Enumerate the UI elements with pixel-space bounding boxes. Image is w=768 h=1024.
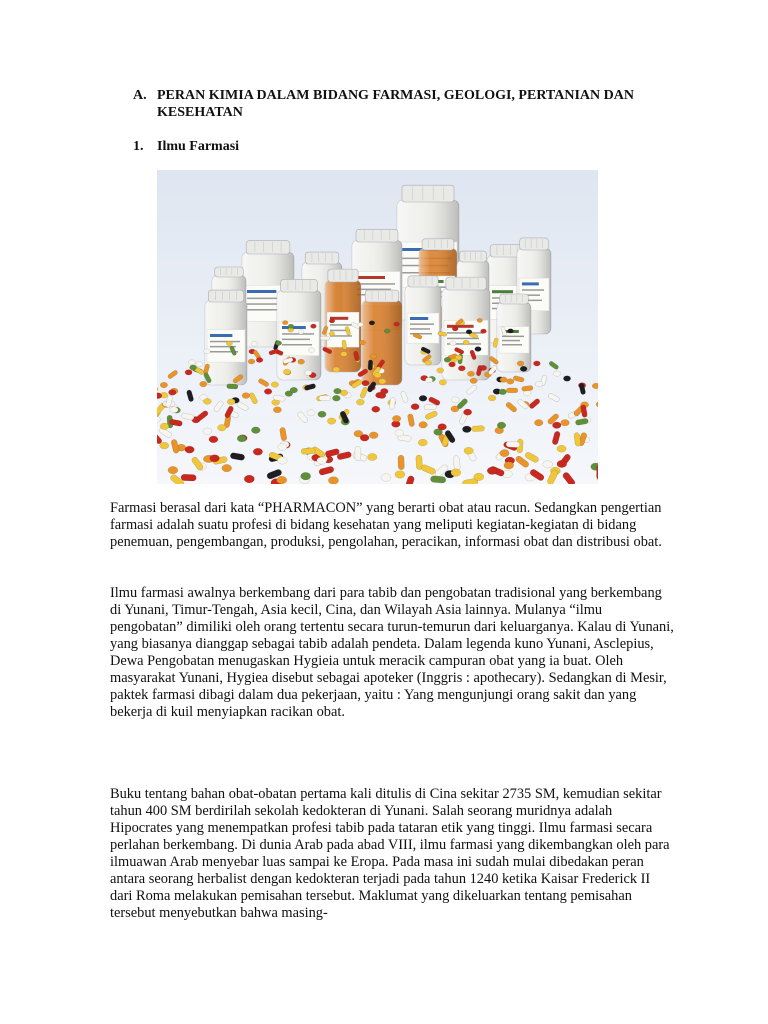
pill: [332, 395, 340, 401]
pill: [535, 381, 542, 387]
pill: [534, 420, 543, 426]
pill: [504, 462, 514, 469]
pill: [419, 422, 428, 428]
pill: [288, 324, 294, 328]
pill: [368, 453, 378, 460]
pill: [298, 359, 305, 364]
pill: [196, 361, 203, 366]
pill: [475, 347, 481, 352]
pill: [455, 355, 462, 360]
pill: [242, 393, 250, 399]
medicine-photo: [157, 170, 598, 484]
subsection-heading-number: 1.: [133, 139, 144, 154]
pill: [424, 404, 436, 410]
pill: [497, 422, 506, 428]
pill: [418, 439, 427, 446]
pill: [355, 446, 361, 460]
pill: [358, 322, 364, 326]
pill: [477, 318, 483, 322]
pill: [425, 360, 432, 365]
pill: [359, 340, 365, 345]
pill: [543, 461, 553, 468]
pill: [273, 407, 281, 413]
pill: [563, 376, 570, 381]
pill: [248, 359, 255, 364]
pill: [379, 379, 386, 385]
pill: [301, 472, 311, 480]
pill: [557, 460, 567, 467]
pill: [499, 389, 507, 395]
section-heading: [133, 87, 693, 121]
pill: [189, 360, 196, 365]
subsection-heading: [133, 138, 239, 155]
pill: [395, 471, 405, 479]
pill: [319, 395, 331, 400]
pill: [200, 381, 207, 387]
pill: [370, 354, 377, 359]
pill: [517, 361, 524, 366]
pill: [298, 330, 304, 334]
pill: [381, 474, 391, 482]
pill: [395, 430, 404, 437]
pill: [329, 332, 335, 337]
pill: [251, 427, 260, 434]
pill: [463, 340, 469, 345]
bottle: [205, 290, 247, 385]
pill: [168, 389, 176, 395]
pill: [437, 368, 444, 373]
pill: [362, 380, 369, 386]
pill: [557, 445, 566, 452]
section-heading-number: A.: [133, 88, 147, 103]
pill: [305, 370, 312, 375]
pill: [392, 415, 400, 421]
pill: [251, 341, 257, 346]
pill: [553, 371, 560, 376]
pill: [253, 448, 262, 455]
pill: [380, 388, 388, 394]
pill: [552, 422, 561, 428]
pill: [278, 444, 287, 451]
pill: [360, 434, 369, 441]
pill: [425, 377, 432, 383]
pill: [467, 371, 474, 376]
pill: [520, 366, 527, 371]
pill: [592, 383, 598, 389]
pill: [506, 388, 517, 393]
medicine-illustration: [157, 170, 598, 484]
pill: [430, 476, 446, 484]
pill: [237, 435, 246, 442]
pill: [458, 366, 465, 371]
pill: [384, 329, 390, 333]
paragraph-history-books: Buku tentang bahan obat-obatan pertama kali ditulis di Cina sekitar 2735 SM, kemudian sekitar tahun 400 SM berdirilah sekolah kedokteran di Yunani. Salah seorang muridnya adalah Hipocrates yang menempatkan profesi tabib pada tataran etik yang tinggi. Ilmu farmasi secara perlahan berkembang. Di dunia Arab pada abad VIII, ilmu farmasi yang dikembangkan oleh para ilmuawan Arab menyebar luas sampai ke Eropa. Pada masa ini sudah mulai dibedakan peran antara seorang herbalist dengan kedokteran terjadi pada tahun 1240 ketika Kaisar Frederick II dari Roma melakukan pemisahan tersebut. Maklumat yang dikeluarkan tentang pemisahan tersebut menyebutkan bahwa masing-: [110, 786, 670, 921]
pill: [480, 365, 487, 370]
pill: [308, 348, 314, 353]
subsection-heading-text: Ilmu Farmasi: [157, 139, 240, 154]
pill: [185, 446, 194, 453]
pill: [506, 441, 520, 447]
pill: [209, 436, 218, 443]
pill: [500, 377, 507, 383]
pill: [271, 382, 278, 388]
pill: [160, 423, 169, 430]
pill: [190, 365, 197, 370]
pill: [597, 464, 598, 479]
paragraph-definition: Farmasi berasal dari kata “PHARMACON” yang berarti obat atau racun. Sedangkan pengertian farmasi adalah suatu profesi di bidang kesehatan yang meliputi kegiatan-kegiatan di bidang penemuan, pengembangan, produksi, pengolahan, peracikan, informasi obat dan distribusi obat.: [110, 500, 662, 550]
section-heading-text: PERAN KIMIA DALAM BIDANG FARMASI, GEOLOGI, PERTANIAN DAN KESEHATAN: [157, 88, 634, 120]
pill: [533, 361, 540, 366]
pill: [275, 341, 281, 346]
pill: [203, 428, 212, 435]
pill: [157, 393, 162, 399]
pill: [374, 372, 381, 377]
pill: [451, 469, 461, 477]
pill: [450, 341, 456, 346]
pill: [170, 407, 178, 413]
pill: [444, 357, 451, 362]
pill: [463, 409, 471, 415]
pill: [368, 360, 373, 371]
pill: [160, 382, 167, 388]
pill: [369, 432, 378, 439]
pill: [372, 406, 380, 412]
pill: [341, 352, 348, 357]
pill: [487, 467, 497, 474]
pill: [451, 397, 459, 403]
pill: [419, 395, 427, 401]
pill: [466, 330, 472, 334]
pill: [398, 455, 405, 470]
pill: [508, 329, 514, 333]
pill: [356, 399, 364, 405]
pill: [481, 329, 487, 333]
pill: [438, 424, 447, 431]
pill: [301, 448, 315, 455]
pill: [411, 404, 419, 410]
pill: [311, 324, 317, 328]
pill: [471, 426, 484, 432]
pill: [320, 336, 329, 340]
pill: [561, 419, 570, 425]
pill: [317, 457, 327, 464]
pill: [181, 474, 196, 481]
pill: [204, 349, 211, 354]
pill: [277, 476, 287, 484]
pill: [264, 389, 272, 395]
pill: [226, 341, 232, 346]
bottle: [497, 294, 531, 372]
pill: [500, 450, 509, 457]
pill: [464, 447, 473, 454]
pill: [488, 395, 496, 401]
pill: [185, 370, 192, 375]
pill: [462, 426, 471, 433]
pill: [318, 411, 326, 417]
pill: [222, 464, 232, 471]
pill: [210, 455, 220, 462]
pill: [327, 418, 336, 424]
pill: [329, 319, 335, 323]
pill: [168, 466, 178, 473]
pill: [282, 320, 288, 324]
pill: [470, 378, 477, 384]
pill: [256, 357, 263, 362]
pill: [227, 384, 239, 389]
pill: [227, 399, 235, 405]
pill: [439, 380, 446, 386]
pill: [333, 367, 340, 372]
paragraph-history-origins: Ilmu farmasi awalnya berkembang dari para tabib dan pengobatan tradisional yang berkembang di Yunani, Timur-Tengah, Asia kecil, Cina, dan Wilayah Asia lainnya. Mulanya “ilmu pengobatan” dimiliki oleh orang tertentu secara turun-temurun dari keluarganya. Kalau di Yunani, yang biasanya dianggap sebagai tabib adalah pendeta. Dalam legenda kuno Yunani, Asclepius, Dewa Pengobatan menugaskan Hygieia untuk meracik campuran obat yang ia buat. Oleh masyarakat Yunani, Hygiea disebut sebagai apoteker (Inggris : apothecary). Sedangkan di Mesir, paktek farmasi dibagi dalam dua pekerjaan, yaitu : Yang mengunjungi orang sakit dan yang bekerja di kuil menyiapkan racikan obat.: [110, 585, 674, 720]
pill: [452, 327, 458, 331]
pill: [290, 387, 298, 393]
pill: [507, 379, 514, 385]
pill: [203, 398, 211, 404]
pill: [160, 442, 169, 449]
pill: [369, 321, 375, 325]
pill: [394, 322, 400, 326]
pill: [278, 457, 288, 464]
pill: [244, 475, 254, 483]
pill: [283, 369, 290, 374]
pill: [328, 477, 338, 484]
pill: [334, 388, 342, 394]
pill: [474, 473, 484, 481]
pill: [449, 362, 456, 367]
pill: [217, 424, 226, 431]
pill: [307, 410, 315, 416]
